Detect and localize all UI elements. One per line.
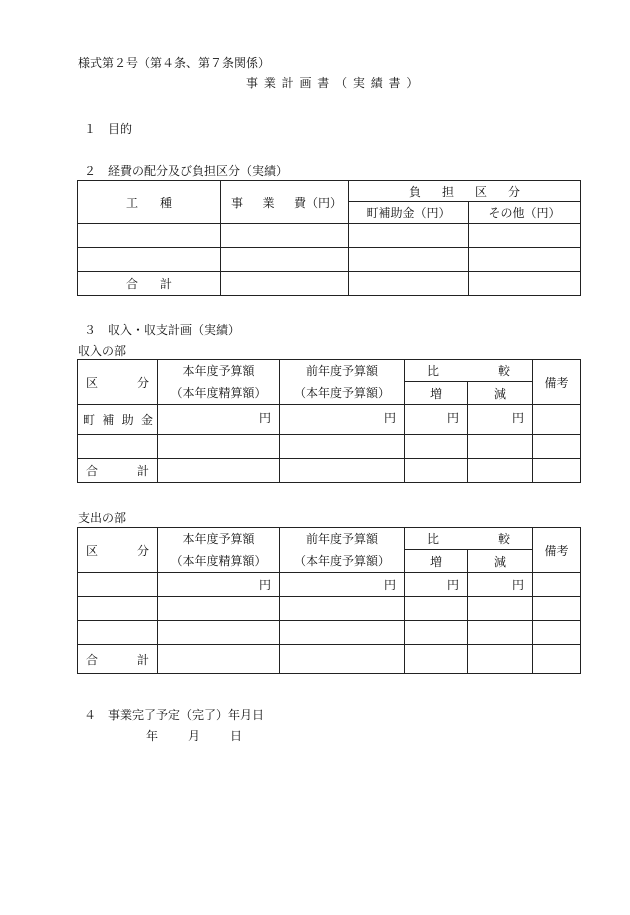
form-label: 様式第２号（第４条、第７条関係）	[78, 56, 271, 70]
section-4-heading: ４ 事業完了予定（完了）年月日	[84, 708, 265, 722]
table-row	[78, 405, 581, 435]
header-this-year-budget: 本年度予算額	[158, 360, 280, 382]
table-cell[interactable]	[78, 573, 158, 597]
table-cell[interactable]	[533, 573, 581, 597]
header-remarks: 備考	[533, 528, 581, 573]
header-kubun: 区 分	[78, 528, 158, 573]
yen-unit: 円	[468, 573, 533, 597]
income-table	[77, 359, 581, 483]
header-burden-category: 負 担 区 分	[349, 181, 581, 202]
table-cell[interactable]	[221, 224, 349, 248]
document-title: 事 業 計 画 書 （ 実 績 書 ）	[246, 76, 420, 90]
yen-unit: 円	[405, 573, 468, 597]
section-3-heading: ３ 収入・収支計画（実績）	[84, 323, 241, 337]
income-section-label: 収入の部	[78, 344, 127, 358]
header-prev-year-budget: 前年度予算額	[280, 528, 405, 550]
table-cell[interactable]	[158, 597, 280, 621]
table-cell[interactable]	[280, 597, 405, 621]
table-cell[interactable]	[468, 621, 533, 645]
table-cell[interactable]	[533, 435, 581, 459]
table-row	[78, 435, 581, 459]
table-row-total	[78, 459, 581, 483]
table-cell[interactable]	[158, 459, 280, 483]
table-cell[interactable]	[158, 645, 280, 674]
date-year-label: 年	[146, 729, 159, 743]
table-cell[interactable]	[533, 405, 581, 435]
header-decrease: 減	[468, 550, 533, 573]
section-2-heading: ２ 経費の配分及び負担区分（実績）	[84, 164, 289, 178]
table-row-total	[78, 645, 581, 674]
table-cell[interactable]	[280, 621, 405, 645]
header-other: その他（円）	[469, 202, 581, 224]
table-cell[interactable]	[78, 435, 158, 459]
header-this-year-budget-sub: （本年度予算額）	[280, 550, 405, 573]
table-cell[interactable]	[405, 435, 468, 459]
section-1-heading: １ 目的	[84, 122, 133, 136]
table-cell[interactable]	[533, 597, 581, 621]
header-this-year-budget-sub: （本年度予算額）	[280, 382, 405, 405]
table-cell[interactable]	[468, 459, 533, 483]
total-label: 合 計	[78, 272, 221, 296]
table-cell[interactable]	[468, 435, 533, 459]
table-row	[78, 597, 581, 621]
table-cell[interactable]	[405, 459, 468, 483]
header-this-year-budget: 本年度予算額	[158, 528, 280, 550]
date-month-label: 月	[188, 729, 201, 743]
yen-unit: 円	[280, 405, 405, 435]
table-cell[interactable]	[280, 459, 405, 483]
table-cell[interactable]	[158, 435, 280, 459]
yen-unit: 円	[158, 405, 280, 435]
total-label: 合 計	[78, 459, 158, 483]
table-cell[interactable]	[468, 645, 533, 674]
table-cell[interactable]	[533, 459, 581, 483]
table-cell[interactable]	[280, 645, 405, 674]
table-cell[interactable]	[280, 435, 405, 459]
row-label-town-subsidy: 町 補 助 金	[78, 405, 158, 435]
table-cell[interactable]	[469, 224, 581, 248]
header-this-year-settled: （本年度精算額）	[158, 550, 280, 573]
table-cell[interactable]	[405, 645, 468, 674]
table-cell[interactable]	[349, 224, 469, 248]
table-cell[interactable]	[78, 621, 158, 645]
header-comparison: 比 較	[405, 528, 533, 550]
table-cell[interactable]	[78, 248, 221, 272]
table-cell[interactable]	[78, 224, 221, 248]
header-increase: 増	[405, 550, 468, 573]
table-cell[interactable]	[349, 272, 469, 296]
table-cell[interactable]	[78, 597, 158, 621]
table-cell[interactable]	[221, 248, 349, 272]
header-prev-year-budget: 前年度予算額	[280, 360, 405, 382]
table-row	[78, 248, 581, 272]
table-cell[interactable]	[405, 621, 468, 645]
table-cell[interactable]	[158, 621, 280, 645]
expense-table	[77, 527, 581, 674]
table-row	[78, 621, 581, 645]
header-kubun: 区 分	[78, 360, 158, 405]
table-cell[interactable]	[468, 597, 533, 621]
table-cell[interactable]	[405, 597, 468, 621]
date-day-label: 日	[230, 729, 243, 743]
expense-allocation-table	[77, 180, 581, 296]
table-cell[interactable]	[349, 248, 469, 272]
table-cell[interactable]	[469, 248, 581, 272]
header-decrease: 減	[468, 382, 533, 405]
header-increase: 増	[405, 382, 468, 405]
table-cell[interactable]	[469, 272, 581, 296]
header-this-year-settled: （本年度精算額）	[158, 382, 280, 405]
table-row-total	[78, 272, 581, 296]
header-project-cost: 事 業 費（円）	[221, 181, 349, 224]
yen-unit: 円	[405, 405, 468, 435]
header-comparison: 比 較	[405, 360, 533, 382]
header-remarks: 備考	[533, 360, 581, 405]
total-label: 合 計	[78, 645, 158, 674]
yen-unit: 円	[280, 573, 405, 597]
table-cell[interactable]	[533, 621, 581, 645]
table-row	[78, 224, 581, 248]
table-cell[interactable]	[533, 645, 581, 674]
expense-section-label: 支出の部	[78, 511, 127, 525]
table-row	[78, 573, 581, 597]
header-work-type: 工 種	[78, 181, 221, 224]
header-town-subsidy: 町補助金（円）	[349, 202, 469, 224]
yen-unit: 円	[468, 405, 533, 435]
yen-unit: 円	[158, 573, 280, 597]
table-cell[interactable]	[221, 272, 349, 296]
